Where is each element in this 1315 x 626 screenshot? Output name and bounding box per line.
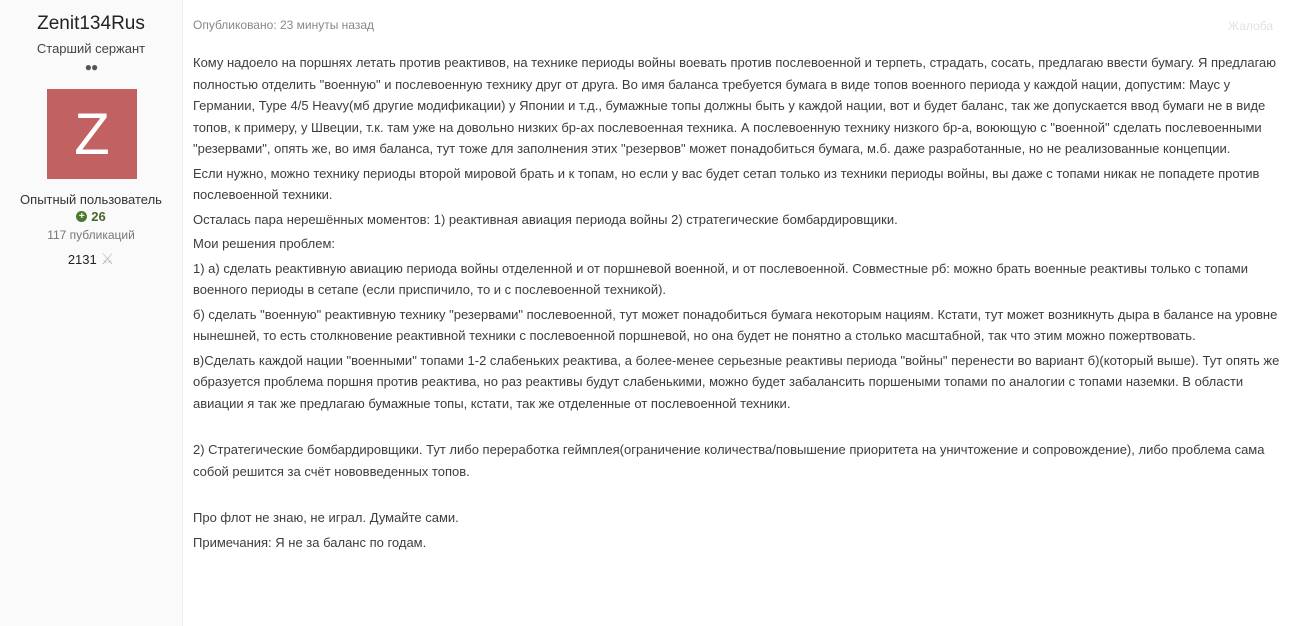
battles-count [0,250,182,268]
reputation-plus-icon: + [76,211,87,222]
reputation-value: 26 [91,209,106,224]
post-paragraph: б) сделать "военную" реактивную технику "резервами" послевоенной, тут может понадобиться бумага некоторым нациям. Кстати, тут может возникнуть дыра в балансе на уровне нынешней, то есть столкновение реактивной техники с послевоенной поршневой, но она будет не понятно а столько масштабной, так что этим можно пожертвовать. [193,306,1278,343]
post-paragraph: Кому надоело на поршнях летать против реактивов, на технике периоды войны воевать против послевоенной и терпеть, страдать, сосать, предлагаю ввести бумагу. Я предлагаю полностью отделить "военную" и послевоенную технику друг от друга. Во имя баланса требуется бумага в виде топов военного периода у каждой нации, допустим: Маус у Германии, Type 4/5 Heavy(мб другие модификации) у Японии и т.д., бумажные топы должны быть у каждой нации, вот и будет баланс, так же допускается ввод бумаги не в виде топов, к примеру, у Швеции, т.к. там уже на довольно низких бр-ах послевоенная техника. А послевоенную технику низкого бр-а, воюющую с "военной" сделать послевоенными "резервами", опять же, во имя баланса, тут тоже для заполнения этих "резервов" может понадобиться бумага, м.б. даже разработанные, но не реализованные концепции. [193,55,1277,156]
post-content [193,52,1295,556]
spacer [193,485,1295,507]
post-paragraph: Про флот не знаю, не играл. Думайте сами. [193,510,459,525]
battles-value: 2131 [67,251,97,267]
rank-pips-icon: ●● [84,60,98,74]
post-paragraph: Примечания: Я не за баланс по годам. [193,534,427,550]
post-paragraph: Если нужно, можно технику периоды второй мировой брать и к топам, но если у вас будет сетап только из техники периоды войны, вы даже с топами никак не попадете против послевоенной техники. [193,165,1260,202]
author-title: Старший сержант [36,41,146,56]
avatar-letter: Z [74,101,110,167]
reputation [0,209,182,224]
post-paragraph: 2) Стратегические бомбардировщики. Тут либо переработка геймплея(ограничение количества/повышение приоритета на уничтожение и сопровождение), либо проблема сама собой решится за счёт нововведенных топов. [193,442,1265,479]
post-paragraph: Мои решения проблем: [193,236,336,251]
post-paragraph: 1) а) сделать реактивную авиацию периода войны отделенной и от поршневой военной, и от послевоенной. Совместные рб: можно брать военные реактивы только с топами военного периоды в сетапе (если приспичило, то и с послевоенной техникой). [193,260,1248,297]
spacer [193,417,1295,439]
author-name[interactable]: Zenit134Rus [37,13,145,34]
member-group: Опытный пользователь [20,192,162,207]
report-link[interactable]: Жалоба [1228,19,1273,33]
post-count: 117 публикаций [47,228,135,242]
post-timestamp[interactable]: Опубликовано: 23 минуты назад [193,18,375,32]
crossed-swords-icon: ⚔ [100,251,115,268]
avatar[interactable] [47,89,137,179]
author-sidebar [0,0,183,626]
post-paragraph: Осталась пара нерешённых моментов: 1) реактивная авиация периода войны 2) стратегические бомбардировщики. [193,211,898,227]
post-paragraph: в)Сделать каждой нации "военными" топами 1-2 слабеньких реактива, а более-менее серьезные реактивы периода "войны" перенести во вариант б)(который выше). Тут опять же образуется проблема поршня против реактива, но раз реактивы будут слабенькими, можно будет забалансить поршеными топами по аналогии с топами наземки. В области авиации я так же предлагаю бумажные топы, кстати, так же отделенные от послевоенной техники. [193,352,1280,411]
